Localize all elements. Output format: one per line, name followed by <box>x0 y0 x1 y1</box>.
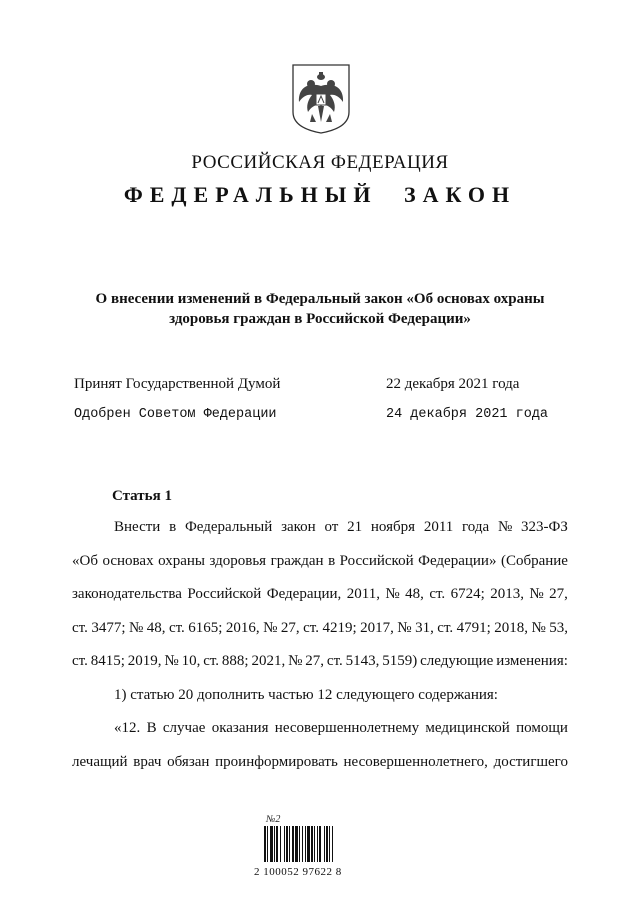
duma-adoption-date: 22 декабря 2021 года <box>386 376 520 392</box>
list-item: 1) статью 20 дополнить частью 12 следующего содержания: <box>114 686 498 703</box>
body-line: Внести в Федеральный закон от 21 ноября 2011 года № 323-ФЗ <box>114 519 568 535</box>
barcode-bar <box>299 826 300 862</box>
quote-line: лечащий врач обязан проинформировать несовершеннолетнего, достигшего <box>72 753 568 770</box>
barcode-bar <box>311 826 313 862</box>
body-line: ст. 8415; 2019, № 10, ст. 888; 2021, № 27, ст. 5143, 5159) следующие изменения: <box>72 653 568 669</box>
quote-line: «12. В случае оказания несовершеннолетнему медицинской помощи <box>114 720 568 736</box>
barcode-bar <box>302 826 303 862</box>
barcode-bar <box>286 826 288 862</box>
body-line: ст. 3477; № 48, ст. 6165; 2016, № 27, ст. 4219; 2017, № 31, ст. 4791; 2018, № 53, <box>72 619 568 636</box>
country-name: РОССИЙСКАЯ ФЕДЕРАЦИЯ <box>191 152 449 173</box>
barcode-number: 2 100052 97622 8 <box>254 866 342 878</box>
barcode-bar <box>324 826 325 862</box>
barcode-bar <box>305 826 306 862</box>
law-title-line: О внесении изменений в Федеральный закон «Об основах охраны <box>95 291 545 307</box>
barcode-bar <box>307 826 310 862</box>
barcode-bar <box>276 826 278 862</box>
barcode-bar <box>270 826 273 862</box>
barcode-bar <box>267 826 268 862</box>
barcode-bar <box>280 826 281 862</box>
russian-double-headed-eagle-icon <box>288 62 354 136</box>
barcode-bar <box>264 826 266 862</box>
barcode-bar <box>317 826 318 862</box>
barcode-bar <box>326 826 328 862</box>
council-approval-date: 24 декабря 2021 года <box>386 407 549 422</box>
barcode-bar <box>274 826 275 862</box>
duma-adoption-label: Принят Государственной Думой <box>74 376 281 392</box>
article-body <box>72 511 568 779</box>
barcode-bar <box>284 826 285 862</box>
barcode-bar <box>289 826 290 862</box>
law-type-heading: ФЕДЕРАЛЬНЫЙ ЗАКОН <box>123 182 517 207</box>
barcode-bar <box>329 826 330 862</box>
body-line: законодательства Российской Федерации, 2011, № 48, ст. 6724; 2013, № 27, <box>72 586 568 602</box>
barcode-bar <box>319 826 321 862</box>
law-title <box>60 289 580 329</box>
barcode-bar <box>292 826 294 862</box>
barcode-bar <box>295 826 298 862</box>
stamp-mark: №2 <box>266 814 281 825</box>
barcode-bar <box>332 826 333 862</box>
article-heading: Статья 1 <box>112 488 172 504</box>
body-line: «Об основах охраны здоровья граждан в Российской Федерации» (Собрание <box>72 552 568 569</box>
law-title-line: здоровья граждан в Российской Федерации» <box>169 311 471 327</box>
barcode-bar <box>314 826 315 862</box>
council-approval-label: Одобрен Советом Федерации <box>74 407 277 422</box>
state-emblem <box>288 62 354 136</box>
